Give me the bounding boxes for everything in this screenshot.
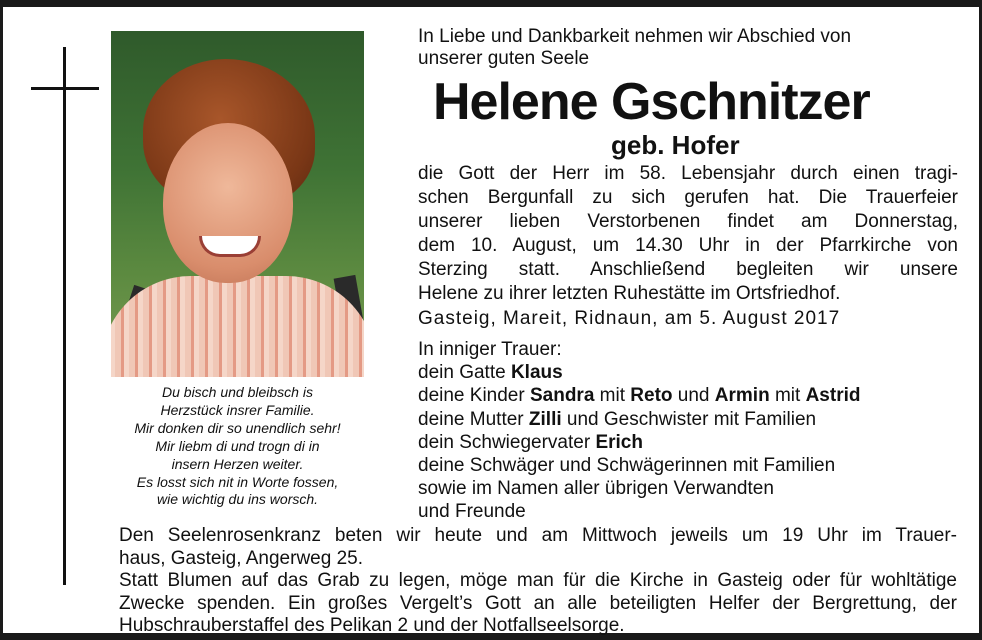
announcement-line: Helene zu ihrer letzten Ruhestätte im Ortsfriedhof. — [418, 283, 841, 304]
announcement-text — [418, 162, 958, 306]
announcement-line: schen Bergunfall zu sich gerufen hat. Die Trauerfeier — [418, 187, 958, 208]
mourner-line: deine Mutter Zilli und Geschwister mit Familien — [418, 408, 817, 430]
footer-line: Zwecke spenden. Ein großes Vergelt’s Gott an alle beteiligten Helfer der Bergrettung, der — [119, 592, 957, 614]
cross-icon-bar — [31, 87, 99, 90]
footer-line: Den Seelenrosenkranz beten wir heute und am Mittwoch jeweils um 19 Uhr im Trauer- — [119, 525, 957, 546]
intro-line: unserer guten Seele — [418, 48, 590, 69]
deceased-name: Helene Gschnitzer — [433, 73, 870, 131]
portrait-photo — [111, 31, 364, 377]
cross-icon — [63, 47, 66, 585]
poem-line: Mir liebm di und trogn di in — [155, 437, 320, 454]
mourners-list — [418, 338, 860, 524]
mourner-line: dein Gatte Klaus — [418, 362, 563, 384]
footer-text — [119, 525, 957, 638]
memorial-poem — [111, 384, 364, 509]
poem-line: Herzstück insrer Familie. — [160, 401, 315, 418]
intro-line: In Liebe und Dankbarkeit nehmen wir Abschied von — [418, 26, 852, 47]
mourners-heading: In inniger Trauer: — [418, 339, 562, 360]
poem-line: wie wichtig du ins worsch. — [156, 491, 319, 508]
mourner-line: dein Schwiegervater Erich — [418, 431, 643, 453]
mourner-name: Klaus — [510, 362, 563, 384]
place-date: Gasteig, Mareit, Ridnaun, am 5. August 2017 — [418, 308, 841, 329]
announcement-line: Sterzing statt. Anschließend begleiten wir unsere — [418, 259, 958, 280]
footer-line: haus, Gasteig, Angerweg 25. — [119, 547, 363, 569]
announcement-line: die Gott der Herr im 58. Lebensjahr durch einen tragi- — [418, 163, 958, 184]
intro-text — [418, 26, 958, 70]
mourner-name: Sandra — [529, 385, 595, 407]
mourner-line: sowie im Namen aller übrigen Verwandten — [418, 478, 774, 500]
mourner-name: Armin — [714, 385, 770, 407]
mourner-line: deine Kinder Sandra mit Reto und Armin mit Astrid — [418, 385, 861, 407]
poem-line: Du bisch und bleibsch is — [162, 384, 313, 400]
mourner-line: und Freunde — [418, 501, 526, 523]
poem-line: Mir donken dir so unendlich sehr! — [134, 419, 341, 436]
mourner-name: Astrid — [805, 385, 861, 407]
announcement-line: unserer lieben Verstorbenen findet am Donnerstag, — [418, 211, 958, 232]
mourner-line: deine Schwäger und Schwägerinnen mit Familien — [418, 455, 836, 477]
footer-line: Hubschrauberstaffel des Pelikan 2 und der Notfallseelsorge. — [119, 615, 625, 636]
footer-line: Statt Blumen auf das Grab zu legen, möge man für die Kirche in Gasteig oder für wohltätige — [119, 570, 957, 591]
poem-line: Es losst sich nit in Worte fossen, — [136, 473, 339, 490]
mourner-name: Reto — [630, 385, 673, 407]
mourner-name: Erich — [595, 431, 643, 453]
maiden-name: geb. Hofer — [611, 130, 740, 160]
mourner-name: Zilli — [528, 408, 562, 430]
announcement-line: dem 10. August, um 14.30 Uhr in der Pfarrkirche von — [418, 235, 958, 256]
poem-line: insern Herzen weiter. — [171, 455, 304, 472]
